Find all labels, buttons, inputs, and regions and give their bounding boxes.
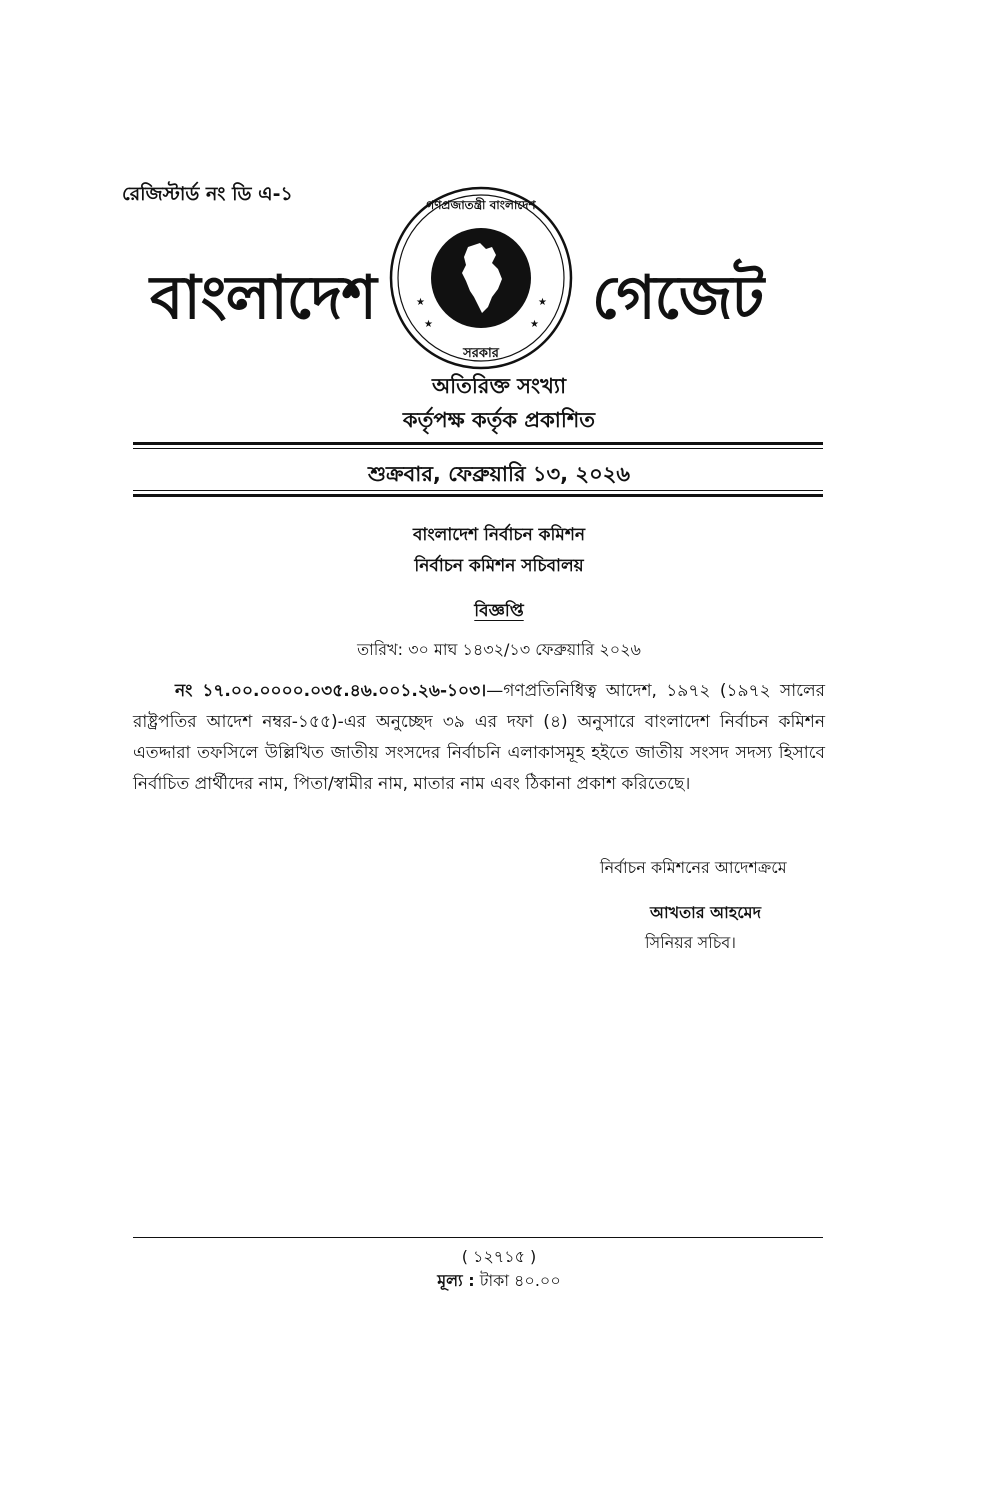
reference-number: নং ১৭.০০.০০০০.০৩৫.৪৬.০০১.২৬-১০৩। — [175, 681, 487, 701]
issue-date: শুক্রবার, ফেব্রুয়ারি ১৩, ২০২৬ — [367, 462, 631, 486]
notice-body — [133, 676, 825, 800]
commission-name: বাংলাদেশ নির্বাচন কমিশন — [412, 525, 586, 545]
seal-bottom-text: সরকার — [463, 346, 499, 361]
page-reference: ( ১২৭১৫ ) — [461, 1247, 537, 1266]
seal-star-icon: ★ — [416, 297, 425, 308]
footer-rule — [133, 1237, 823, 1238]
seal-top-text: গণপ্রজাতন্ত্রী বাংলাদেশ — [426, 198, 536, 212]
top-rule-thick — [133, 442, 823, 445]
gazette-title-bangladesh: বাংলাদেশ — [150, 263, 376, 333]
gazette-title-gazette: গেজেট — [592, 263, 764, 333]
bottom-rule-thick — [133, 494, 823, 497]
notice-heading-text: বিজ্ঞপ্তি — [474, 601, 524, 621]
published-by-label: কর্তৃপক্ষ কর্তৃক প্রকাশিত — [402, 408, 596, 432]
signatory-title: সিনিয়র সচিব। — [645, 933, 736, 952]
seal-star-icon: ★ — [538, 297, 547, 308]
bottom-rule-thin — [133, 490, 823, 491]
signatory-name: আখতার আহমেদ — [650, 903, 761, 922]
notice-date: তারিখ: ৩০ মাঘ ১৪৩২/১৩ ফেব্রুয়ারি ২০২৬ — [357, 640, 641, 659]
notice-heading — [0, 598, 998, 626]
registered-number: রেজিস্টার্ড নং ডি এ-১ — [122, 183, 293, 205]
top-rule-thin — [133, 448, 823, 449]
price-value: টাকা ৪০.০০ — [479, 1271, 561, 1290]
government-seal — [388, 185, 574, 371]
seal-star-icon: ★ — [424, 319, 433, 330]
seal-star-icon: ★ — [530, 319, 539, 330]
price-label: মূল্য : — [437, 1271, 475, 1290]
notice-body-text: —গণপ্রতিনিধিত্ব আদেশ, ১৯৭২ (১৯৭২ সালের রাষ্ট্রপতির আদেশ নম্বর-১৫৫)-এর অনুচ্ছেদ ৩৯ এর দফা (৪) অনুসারে বাংলাদেশ নির্বাচন কমিশন এতদ্দারা তফসিলে উল্লিখিত জাতীয় সংসদের নির্বাচনি এলাকাসমূহ হইতে জাতীয় সংসদ সদস্য হিসাবে নির্বাচিত প্রার্থীদের নাম, পিতা/স্বামীর নাম, মাতার নাম এবং ঠিকানা প্রকাশ করিতেছে। — [133, 681, 825, 794]
by-order-line: নির্বাচন কমিশনের আদেশক্রমে — [600, 858, 787, 877]
price-line — [0, 1268, 998, 1295]
extra-issue-label: অতিরিক্ত সংখ্যা — [431, 374, 567, 398]
secretariat-name: নির্বাচন কমিশন সচিবালয় — [414, 556, 584, 576]
